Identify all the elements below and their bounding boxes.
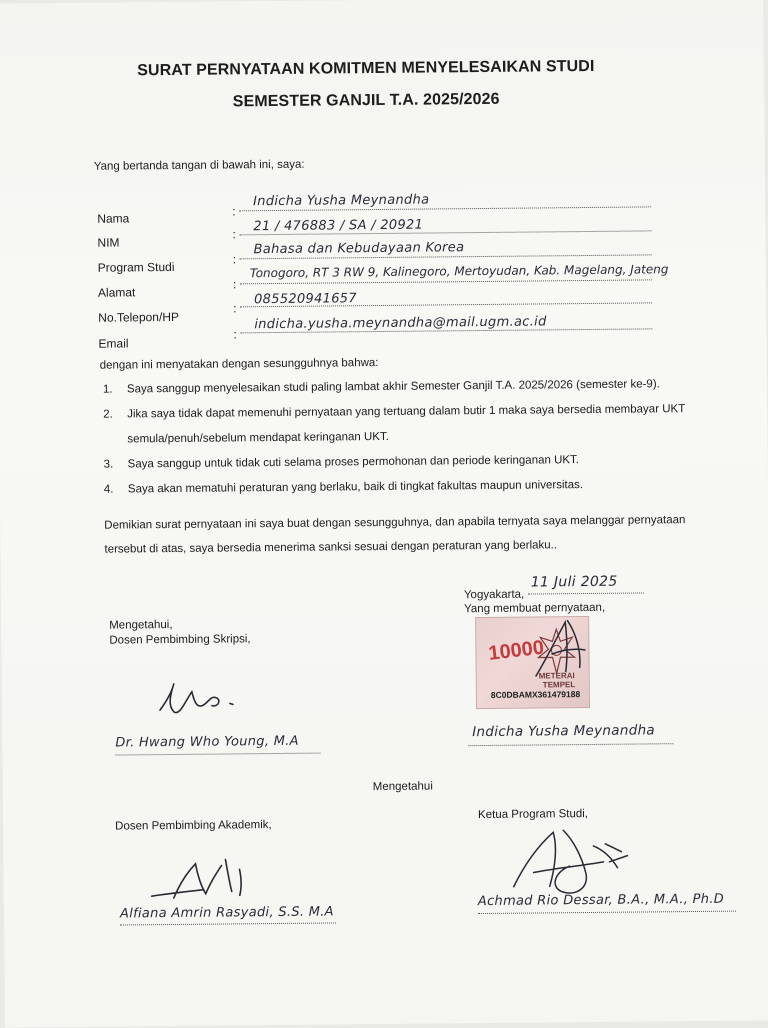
field-label-telepon: No.Telepon/HP: [98, 309, 180, 325]
academic-role: Dosen Pembimbing Akademik,: [115, 819, 272, 833]
supervisor-role: Dosen Pembimbing Skripsi,: [109, 633, 251, 647]
field-label-nim: NIM: [97, 235, 120, 250]
item-text: semula/penuh/sebelum mendapat keringanan UKT.: [127, 430, 389, 446]
field-label-nama: Nama: [97, 211, 130, 226]
colon: :: [232, 277, 237, 292]
item-number: 3.: [103, 458, 114, 471]
stamp-word: TEMPEL: [542, 680, 576, 690]
head-name: Achmad Rio Dessar, B.A., M.A., Ph.D: [477, 891, 725, 910]
item-number: 1.: [102, 383, 113, 396]
field-value-alamat: Tonogoro, RT 3 RW 9, Kalinegoro, Mertoyudan, Kab. Magelang, Jateng: [249, 262, 669, 281]
ack-label: Mengetahui: [372, 780, 433, 794]
ack-label: Mengetahui,: [109, 618, 173, 632]
dotted-line: [528, 592, 644, 594]
colon: :: [232, 252, 237, 267]
place-label: Yogyakarta,: [463, 588, 525, 602]
item-text: Saya sanggup untuk tidak cuti selama proses permohonan dan periode keringanan UKT.: [127, 454, 580, 471]
colon: :: [232, 227, 236, 242]
field-value-nama: Indicha Yusha Meynandha: [253, 192, 430, 210]
dotted-line: [115, 753, 320, 756]
date-value: 11 Juli 2025: [530, 573, 618, 591]
stamp-amount: 10000: [487, 636, 546, 665]
item-number: 4.: [103, 483, 114, 496]
item-number: 2.: [103, 408, 113, 421]
field-value-email: indicha.yusha.meynandha@mail.ugm.ac.id: [254, 314, 547, 333]
item-text: Saya sanggup menyelesaikan studi paling lambat akhir Semester Ganjil T.A. 2025/2026 (semester ke-9).: [126, 378, 660, 396]
field-label-alamat: Alamat: [97, 285, 136, 300]
colon: :: [233, 301, 237, 316]
field-label-prodi: Program Studi: [97, 259, 175, 275]
signature-graphic: [521, 610, 602, 691]
academic-name: Alfiana Amrin Rasyadi, S.S. M.A: [119, 904, 334, 922]
stamp-word: METERAI: [538, 671, 575, 681]
field-value-telepon: 085520941657: [253, 291, 357, 308]
field-value-nim: 21 / 476883 / SA / 20921: [253, 217, 424, 235]
title-line-1: SURAT PERNYATAAN KOMITMEN MENYELESAIKAN STUDI: [137, 57, 595, 80]
colon: :: [232, 204, 236, 219]
colon: :: [233, 327, 237, 342]
dotted-line: [240, 279, 652, 284]
item-text: Jika saya tidak dapat memenuhi pernyataan yang tertuang dalam butir 1 maka saya bersedia membayar UKT: [127, 403, 686, 421]
maker-label: Yang membuat pernyataan,: [463, 601, 606, 616]
field-label-email: Email: [98, 336, 129, 351]
field-value-prodi: Bahasa dan Kebudayaan Korea: [253, 240, 465, 258]
intro-text: Yang bertanda tangan di bawah ini, saya:: [93, 158, 305, 173]
supervisor-name: Dr. Hwang Who Young, M.A: [115, 733, 299, 751]
dotted-line: [468, 743, 673, 746]
closing-line-1: Demikian surat pernyataan ini saya buat dengan sesungguhnya, dan apabila ternyata saya melanggar pernyataan: [104, 514, 686, 532]
closing-line-2: tersebut di atas, saya bersedia menerima sanksi sesuai dengan peraturan yang berlaku..: [104, 539, 558, 556]
head-role: Ketua Program Studi,: [477, 808, 589, 822]
statement-intro: dengan ini menyatakan dengan sesungguhnya bahwa:: [99, 357, 379, 372]
student-name: Indicha Yusha Meynandha: [472, 722, 656, 741]
stamp-code: 8C0DBAMX361479188: [490, 689, 581, 700]
signature-graphic: [152, 671, 252, 724]
signature-graphic: [143, 849, 254, 910]
title-line-2: SEMESTER GANJIL T.A. 2025/2026: [232, 90, 500, 111]
item-text: Saya akan mematuhi peraturan yang berlaku, baik di tingkat fakultas maupun universitas.: [127, 479, 584, 496]
dotted-line: [120, 922, 336, 925]
